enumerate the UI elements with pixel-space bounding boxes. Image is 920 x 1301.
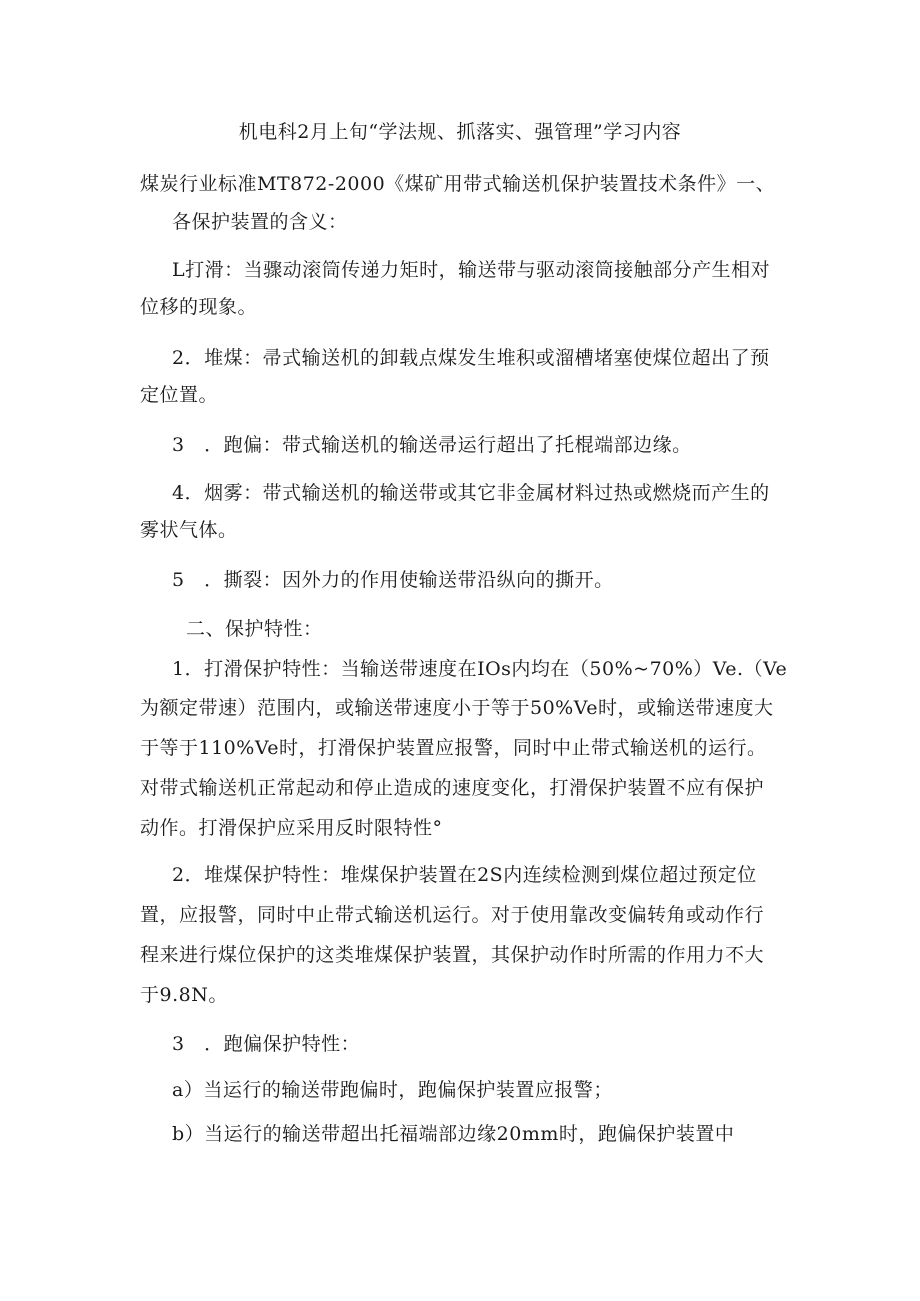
s2-item2-line1: 2．堆煤保护特性：堆煤保护装置在2S内连续检测到煤位超过预定位 <box>172 864 757 886</box>
s2-item1-line3: 于等于110%Ve时，打滑保护装置应报警，同时中止带式输送机的运行。 <box>140 737 767 759</box>
s1-item3-line1: 3 ．跑偏：带式输送机的输送帚运行超出了托棍端部边缘。 <box>172 434 692 456</box>
section2-heading: 二、保护特性： <box>186 618 323 640</box>
s2-item3-line1: 3 ．跑偏保护特性： <box>172 1033 361 1055</box>
s1-item4-line2: 雾状气体。 <box>140 519 238 541</box>
document-title: 机电科2月上旬“学法规、抓落实、强管理”学习内容 <box>238 121 682 143</box>
s2-item2-line2: 置，应报警，同时中止带式输送机运行。对于使用靠改变偏转角或动作行 <box>140 904 765 926</box>
s1-item4-line1: 4．烟雾：带式输送机的输送带或其它非金属材料过热或燃烧而产生的 <box>172 482 770 504</box>
s2-item1-line5: 动作。打滑保护应采用反时限特性° <box>140 817 443 839</box>
s1-item5-line1: 5 ．撕裂：因外力的作用使输送带沿纵向的撕开。 <box>172 569 614 591</box>
s2-item1-line2: 为额定带速）范围内，或输送带速度小于等于50%Ve时，或输送带速度大 <box>140 697 774 719</box>
s1-item2-line1: 2．堆煤：帚式输送机的卸载点煤发生堆积或溜槽堵塞使煤位超出了预 <box>172 347 770 369</box>
s2-item1-line1: 1．打滑保护特性：当输送带速度在IOs内均在（50%~70%）Ve.（Ve <box>172 658 788 680</box>
s2-item3-a: a）当运行的输送带跑偏时，跑偏保护装置应报警； <box>172 1079 613 1101</box>
s2-item2-line4: 于9.8N。 <box>140 984 228 1006</box>
s2-item3-b: b）当运行的输送带超出托福端部边缘20mm时，跑偏保护装置中 <box>172 1123 735 1145</box>
s1-item1-line2: 位移的现象。 <box>140 296 258 318</box>
s1-item1-line1: L打滑：当骤动滚筒传递力矩时，输送带与驱动滚筒接触部分产生相对 <box>172 259 771 281</box>
section1-heading: 各保护装置的含义： <box>172 211 348 233</box>
standard-line: 煤炭行业标准MT872-2000《煤矿用带式输送机保护装置技术条件》一、 <box>140 173 776 195</box>
s2-item1-line4: 对带式输送机正常起动和停止造成的速度变化，打滑保护装置不应有保护 <box>140 777 765 799</box>
s1-item2-line2: 定位置。 <box>140 384 219 406</box>
s2-item2-line3: 程来进行煤位保护的这类堆煤保护装置，其保护动作时所需的作用力不大 <box>140 944 765 966</box>
